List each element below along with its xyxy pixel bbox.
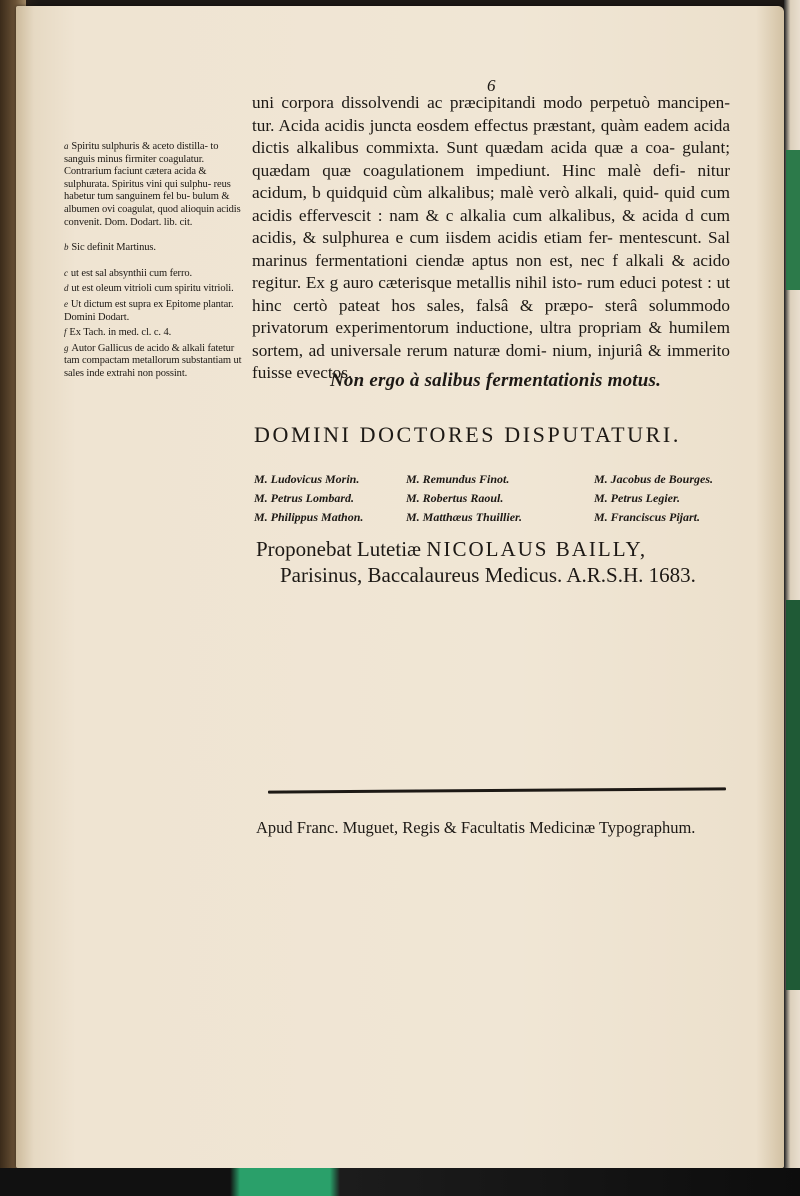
side-note-a: a Spiritu sulphuris & aceto distilla- to sanguis minus firmiter coagulatur. Contrarium faciunt cætera acida & sulphurata. Spiritus vini qui sulphu- reus habetur tum sanguinem fel bu- bulum & albumen ovi coagulat, quod alioquin acidis convenit. Dom. Dodart. lib. cit. (64, 141, 241, 228)
doctor-name: M. Matthæus Thuillier. (406, 510, 523, 524)
side-note-c: c ut est sal absynthii cum ferro. (64, 267, 193, 279)
doctors-column-2 (406, 470, 586, 527)
printer-imprint: Apud Franc. Muguet, Regis & Facultatis Medicinæ Typographum. (256, 818, 696, 837)
proponent-name: NICOLAUS BAILLY, (426, 537, 648, 561)
facing-page-edge (784, 0, 800, 1196)
doctor-name: M. Ludovicus Morin. (254, 472, 360, 486)
doctor-name: M. Robertus Raoul. (406, 491, 504, 505)
body-paragraph: uni corpora dissolvendi ac præcipitandi modo perpetuò mancipen- tur. Acida acidis juncta eosdem effectus præstant, quàm eadem acida dictis alkalibus commixta. Sunt quædam acida quæ a coa- gulant; quædam quæ coagulationem impediunt. Hinc malè defi- nitur acidum, b quidquid cùm alkalibus; malè verò alkali, quid- quid cum acidis effervescit : nam & c alkalia cum alkalibus, & acida d cum acidis, & sulphurea e cum iisdem acidis etiam fer- mentescunt. Sal marinus fermentationi ciendæ aptus non est, nec f alkali & acido regitur. Ex g auro cæterisque metallis nihil isto- rum educi potest : ut hinc certò pateat hos sales, falsâ & præpo- sterâ solummodo privatorum experimentorum inductione, ultra propriam & humilem sortem, ad universale rerum naturæ domi- nium, injuriâ & immerito fuisse evectos. (252, 93, 730, 382)
scan-bottom-strip (0, 1168, 800, 1196)
side-note-e: e Ut dictum est supra ex Epitome plantar. Domini Dodart. (64, 298, 234, 323)
side-notes (64, 140, 250, 389)
doctor-name: M. Jacobus de Bourges. (594, 472, 714, 486)
doctor-name: M. Petrus Legier. (594, 491, 680, 505)
proponent-line-1: Proponebat Lutetiæ NICOLAUS BAILLY, (256, 537, 648, 561)
proponent-line-2: Parisinus, Baccalaureus Medicus. A.R.S.H. 1683. (280, 563, 696, 587)
side-note-b: b Sic definit Martinus. (64, 242, 156, 254)
disputants-heading: DOMINI DOCTORES DISPUTATURI. (254, 422, 681, 447)
side-note-d: d ut est oleum vitrioli cum spiritu vitrioli. (64, 283, 234, 295)
side-note-g: g Autor Gallicus de acido & alkali fatetur tam compactam metallorum substantiam ut sales inde extrahi non possint. (64, 342, 242, 379)
conclusion-line: Non ergo à salibus fermentationis motus. (330, 370, 662, 391)
main-body-text (252, 92, 730, 385)
page-number: 6 (487, 76, 496, 95)
facing-page-band (786, 600, 800, 990)
facing-page-band (786, 150, 800, 290)
doctor-name: M. Petrus Lombard. (254, 491, 355, 505)
doctor-name: M. Remundus Finot. (406, 472, 510, 486)
side-note-f: f Ex Tach. in med. cl. c. 4. (64, 327, 172, 339)
doctors-column-3 (594, 470, 744, 527)
doctor-name: M. Franciscus Pijart. (594, 510, 701, 524)
doctor-name: M. Philippus Mathon. (254, 510, 364, 524)
proponent-statement (256, 536, 696, 588)
